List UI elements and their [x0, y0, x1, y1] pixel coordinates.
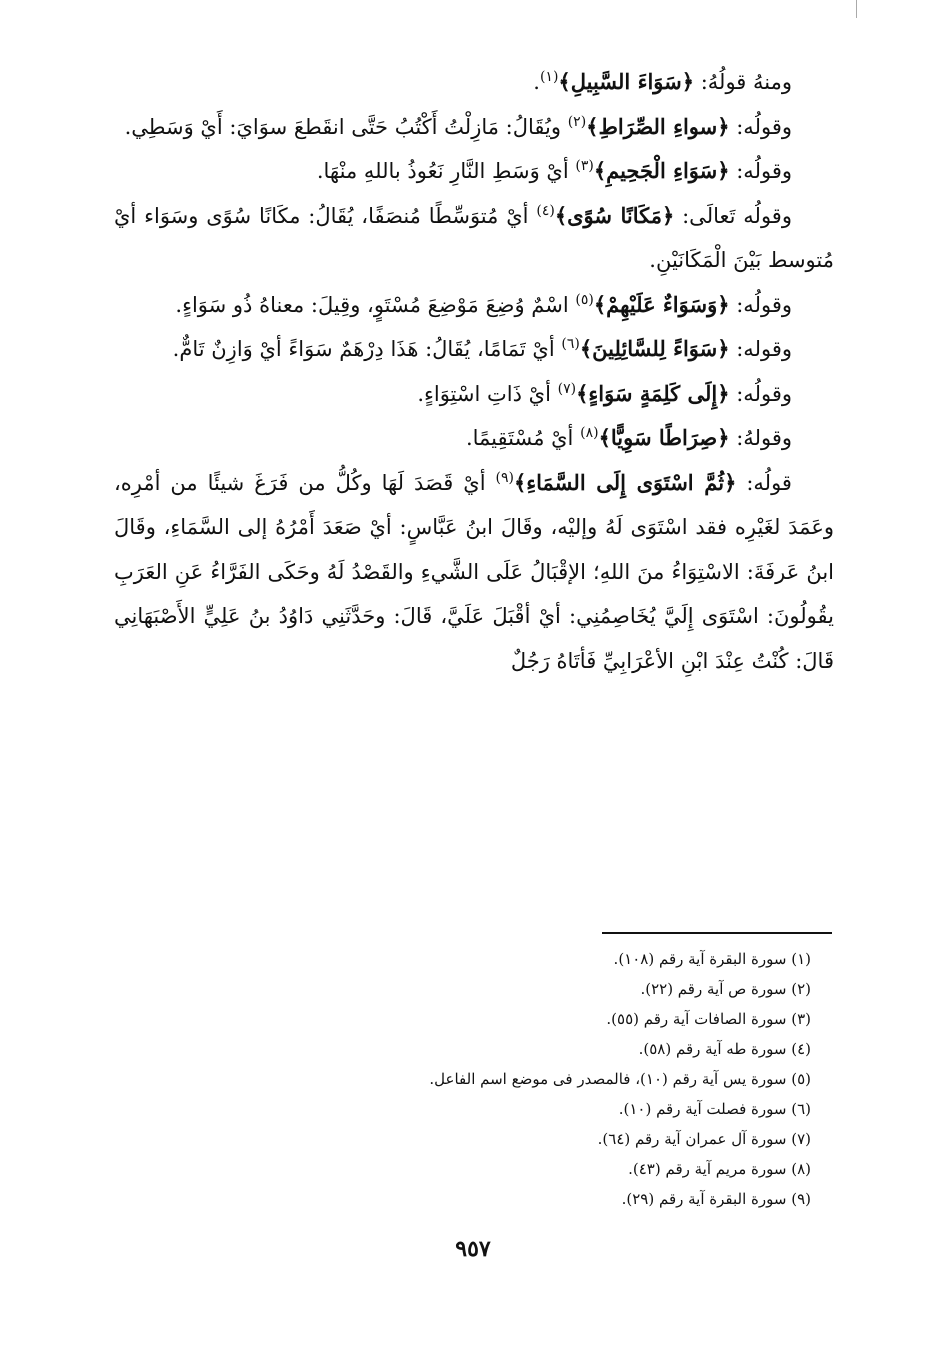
- paragraph: وقولُه تَعالَى: ﴿مَكَانًا سُوًى﴾$^{(٤)}$ أيْ مُتوَسِّطًا مُنصَفًا، يُقَالُ: مكَانًا سُوًى وسَوَاء أيْ مُتوسط بَيْنَ الْمَكَانَيْنِ.: [114, 202, 834, 272]
- footnote: (١) سورة البقرة آية رقم (١٠٨).: [613, 950, 811, 968]
- quran-verse: ﴿سَوَاءَ السَّبِيلِ﴾: [558, 69, 695, 94]
- footnote-ref: (٢): [567, 113, 587, 130]
- footnote: (٧) سورة آل عمران آية رقم (٦٤).: [597, 1130, 811, 1148]
- page-number: ٩٥٧: [455, 1236, 491, 1262]
- quran-verse: ﴿إِلَى كَلِمَةٍ سَوَاءٍ﴾: [576, 380, 730, 406]
- quran-verse: ﴿ثُمَّ اسْتَوَى إِلَى السَّمَاءِ﴾: [513, 469, 737, 495]
- quran-verse: ﴿سواءِ الصِّرَاطِ﴾: [586, 113, 730, 139]
- paragraph: وقولُه: ﴿سَوَاءِ الْجَحِيمِ﴾$^{(٣)}$ أيْ وَسَطِ النَّارِ نَعُوذُ باللهِ منْهَا.: [316, 158, 792, 183]
- footnote-ref: (٦): [561, 336, 580, 352]
- footnote-ref: (٣): [575, 158, 594, 174]
- footnote-ref: (٨): [580, 425, 599, 441]
- footnote: (٩) سورة البقرة آية رقم (٢٩).: [621, 1190, 811, 1208]
- quran-verse: ﴿وَسَوَاءٌ عَلَيْهِمْ﴾: [593, 291, 730, 317]
- footnote: (٤) سورة طه آية رقم (٥٨).: [638, 1040, 811, 1058]
- footnote-ref: (٩): [495, 469, 514, 486]
- paragraph: وقولُه: ﴿سواءِ الصِّرَاطِ﴾$^{(٢)}$ ويُقَالُ: مَازِلْتُ أَكْتُبُ حَتَّى انقَطعَ سوَايَ: أَيْ وَسَطِي.: [124, 113, 792, 139]
- scan-edge-mark: [856, 0, 857, 18]
- footnote-ref: (٥): [575, 291, 594, 308]
- quran-verse: ﴿صِرَاطًا سَوِيًّا﴾: [598, 425, 730, 450]
- footnote-separator: [602, 932, 832, 934]
- footnote: (٣) سورة الصافات آية رقم (٥٥).: [606, 1010, 811, 1028]
- quran-verse: ﴿سَوَاءً لِلسَّائِلِينَ﴾: [579, 336, 730, 361]
- footnote-ref: (٤): [536, 202, 555, 219]
- footnote: (٦) سورة فصلت آية رقم (١٠).: [618, 1100, 811, 1118]
- paragraph: قولُه: ﴿ثُمَّ اسْتَوَى إِلَى السَّمَاءِ﴾$^{(٩)}$ أيْ قَصَدَ لَهَا وكُلُّ من فَرَغَ شيئًا من أمْرِه، وعَمَدَ لغَيْرِه فقد اسْتَوَى لَهُ وإليْه، وقَالَ ابنُ عَبَّاسٍ: أيْ صَعَدَ أَمْرُهُ إلى السَّمَاءِ، وقَالَ ابنُ عَرفَةَ: الاسْتِوَاءُ منَ اللهِ؛ الإقْبَالُ عَلَى الشَّيءِ والقَصْدُ لَهُ وحَكَى الفَرَّاءُ عَنِ العَرَبِ يقُولُونَ: اسْتَوَى إِلَيَّ يُخَاصِمُنِي: أيْ أقْبَلَ عَلَيَّ، قَالَ: وحَدَّثَنِي دَاوُدُ بنُ عَلِيٍّ الأَصْبَهَانِي قَالَ: كُنْتُ عِنْدَ ابْنِ الأعْرَابِيِّ فَأتَاهُ رَجُلٌ: [114, 469, 834, 673]
- paragraph: وقوله: ﴿سَوَاءً لِلسَّائِلِينَ﴾$^{(٦)}$ أيْ تَمَامًا، يُقَالُ: هَذَا دِرْهَمٌ سَوَاءً أيْ وَازِنٌ تَامٌّ.: [172, 336, 792, 361]
- main-text: [114, 60, 834, 683]
- footnote: (٨) سورة مريم آية رقم (٤٣).: [628, 1160, 811, 1178]
- footnote: (٢) سورة ص آية رقم (٢٢).: [640, 980, 811, 998]
- footnote-ref: (١): [539, 69, 559, 85]
- paragraph: وقولُه: ﴿وَسَوَاءٌ عَلَيْهِمْ﴾$^{(٥)}$ اسْمٌ وُضِعَ مَوْضِعَ مُسْتَوٍ، وقِيلَ: معناهُ ذُو سَوَاءٍ.: [175, 291, 792, 317]
- paragraph: وقولهُ: ﴿صِرَاطًا سَوِيًّا﴾$^{(٨)}$ أيْ مُسْتَقِيمًا.: [465, 425, 792, 450]
- quran-verse: ﴿سَوَاءِ الْجَحِيمِ﴾: [593, 158, 730, 183]
- paragraph: ومنهُ قولُهُ: ﴿سَوَاءَ السَّبِيلِ﴾$^{(١)}$.: [533, 69, 792, 94]
- footnote: (٥) سورة يس آية رقم (١٠)، فالمصدر فى موضع اسم الفاعل.: [429, 1070, 811, 1088]
- paragraph: وقولُه: ﴿إِلَى كَلِمَةٍ سَوَاءٍ﴾$^{(٧)}$ أيْ ذَاتِ اسْتِوَاءٍ.: [417, 380, 792, 406]
- footnotes: [211, 944, 811, 1214]
- quran-verse: ﴿مَكَانًا سُوًى﴾: [554, 202, 675, 228]
- footnote-ref: (٧): [557, 380, 577, 397]
